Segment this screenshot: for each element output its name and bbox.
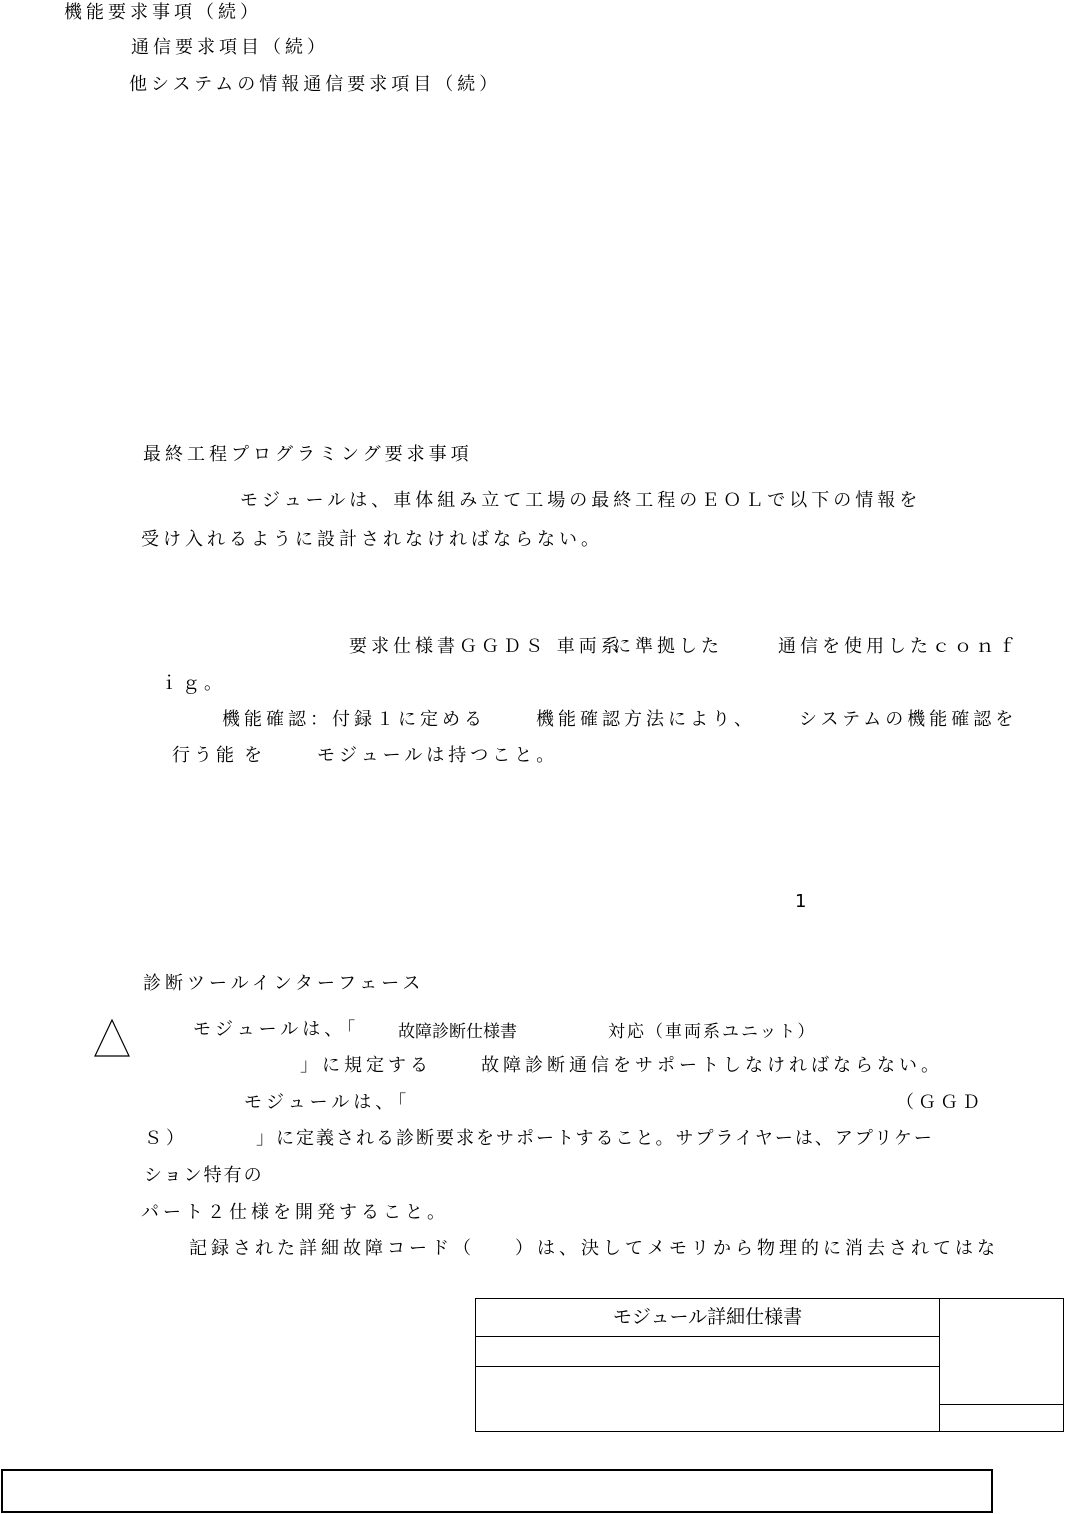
diag-p2-text-c: Ｓ） [144,1128,188,1149]
eol-item2-text-a: 機能確認：付録１に定める [222,709,486,730]
header-line-3: 他システムの情報通信要求項目（続） [129,74,502,95]
title-block [475,1298,1064,1432]
title-block-divider [476,1336,939,1337]
diag-p1-text-b: 故障診断仕様書 [398,1022,517,1042]
diag-p2-text-f: パート２仕様を開発すること。 [141,1202,449,1223]
eol-item2-text-b: 機能確認方法により、 [536,709,756,730]
diag-p3-text-b: ）は、決してメモリから物理的に消去されてはな [515,1238,999,1259]
header-line-2: 通信要求項目（続） [131,37,329,58]
eol-item1-text-c: 通信を使用したｃｏｎｆ [778,636,1020,657]
eol-section-heading: 最終工程プログラミング要求事項 [143,444,473,465]
eol-paragraph-line-2: 受け入れるように設計されなければならない。 [141,529,603,550]
title-block-divider [939,1299,940,1432]
title-block-divider [939,1404,1064,1405]
eol-item2-text-e: を [244,745,266,766]
diag-p2-text-d: 」に定義される診断要求をサポートすること。サプライヤーは、アプリケー [256,1128,934,1149]
eol-paragraph-line-1: モジュールは、車体組み立て工場の最終工程のＥＯＬで以下の情報を [240,490,922,511]
triangle-icon [94,1019,130,1057]
diag-p1-text-a: モジュールは、「 [193,1019,360,1040]
title-block-divider [476,1366,939,1367]
diag-p2-text-e: ション特有の [144,1165,264,1186]
diag-p1-text-c: 対応（車両系ユニット） [608,1022,817,1042]
diag-p1-text-d: 」に規定する [300,1055,432,1076]
eol-item1-text-d: ｉｇ。 [160,673,226,694]
header-line-1: 機能要求事項（続） [64,2,262,23]
eol-item2-text-c: システムの機能確認を [799,709,1018,730]
title-block-title: モジュール詳細仕様書 [612,1306,803,1328]
eol-item1-text-b: に準拠した [613,636,723,657]
footer-box [1,1469,993,1513]
page-number: 1 [795,891,807,912]
diag-p3-text-a: 記録された詳細故障コード（ [189,1238,475,1259]
diag-p2-text-b: （ＧＧＤ [896,1092,984,1113]
eol-item2-text-d: 行う能 [172,745,238,766]
diag-p2-text-a: モジュールは、「 [244,1092,411,1113]
eol-item1-text-a: 要求仕様書ＧＧＤＳ 車両系 [349,636,623,657]
diag-section-heading: 診断ツールインターフェース [143,973,425,994]
eol-item2-text-f: モジュールは持つこと。 [317,745,559,766]
diag-p1-text-e: 故障診断通信をサポートしなければならない。 [481,1055,943,1076]
